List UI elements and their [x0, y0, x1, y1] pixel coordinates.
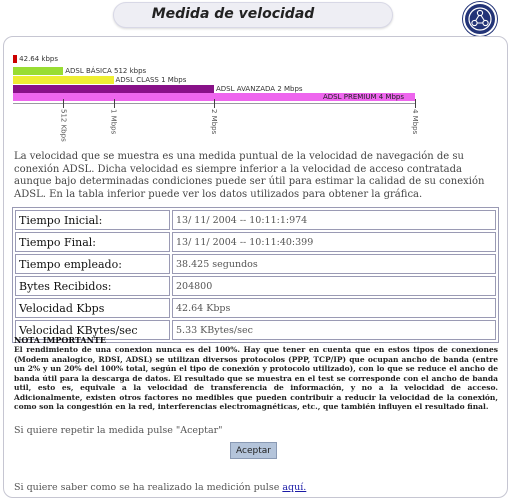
row-label: Velocidad Kbps: [15, 298, 170, 318]
network-globe-logo-icon: [463, 2, 497, 36]
speed-bar: [13, 55, 17, 63]
description-text: La velocidad que se muestra es una medida puntual de la velocidad de navegación de su conexión ADSL. Dicha velocidad es siempre inferior a la velocidad de acceso contratada aunque bajo determinadas condiciones puede ser útil para estimar la calidad de su conexión ADSL. En la tabla inferior puede ver los datos utilizados para obtener la gráfica.: [14, 151, 485, 200]
axis-tick-label: 1 Mbps: [109, 109, 118, 135]
axis-tick: [415, 99, 416, 108]
axis-tick-label: 2 Mbps: [210, 109, 218, 135]
note-text: El rendimiento de una conexion nunca es del 100%. Hay que tener en cuenta que en estos tipos de conexiones (Modem analogico, RDSI, ADSL) se utilizan diversos protocolos (PPP, TCP/IP) que ocupan ancho de banda (entre un 2% y un 20% del 100% total, según el tipo de conexión y protocolo utilizado), con lo que se reduce el ancho de banda útil para la descarga de datos. El resultado que se muestra en el test se corresponde con el ancho de banda util, esto es, equivale a la velocidad de transferencia de información, y no a la velocidad de acceso. Adicionalmente, existen otros factores no medibles que pueden contribuir a reducir la velocidad de la conexión, como son la congestión en la red, interferencias electromagnéticas, etc., que también influyen el resultado final.: [14, 345, 498, 411]
repeat-instruction: Si quiere repetir la medida pulse "Aceptar": [14, 425, 223, 436]
speed-bar: [13, 85, 214, 93]
results-table: [12, 207, 499, 343]
note-title: NOTA IMPORTANTE: [14, 335, 106, 345]
accept-button[interactable]: Aceptar: [230, 442, 277, 459]
axis-tick: [214, 99, 215, 108]
table-row: [15, 276, 496, 296]
row-value: 5.33 KBytes/sec: [172, 320, 496, 340]
speed-bar: [13, 67, 63, 75]
row-value: 13/ 11/ 2004 -- 10:11:1:974: [172, 210, 496, 230]
speed-bar-label: ADSL CLASS 1 Mbps: [115, 76, 187, 84]
row-label: Tiempo Final:: [15, 232, 170, 252]
row-value: 38.425 segundos: [172, 254, 496, 274]
how-measured-link[interactable]: aquí.: [282, 482, 307, 493]
speed-bar-label: ADSL BÁSICA 512 kbps: [65, 67, 147, 75]
axis-tick-label: 4 Mbps: [411, 109, 419, 135]
page-header: [113, 2, 393, 28]
how-measured-label: Si quiere saber como se ha realizado la medición pulse: [14, 482, 280, 493]
row-label: Bytes Recibidos:: [15, 276, 170, 296]
table-row: [15, 232, 496, 252]
table-row: [15, 254, 496, 274]
axis-tick: [63, 99, 64, 108]
table-row: [15, 210, 496, 230]
row-value: 204800: [172, 276, 496, 296]
row-value: 42.64 Kbps: [172, 298, 496, 318]
speed-bar-label: 42.64 kbps: [19, 55, 59, 63]
speed-chart: [13, 55, 433, 140]
speed-bar-label: ADSL PREMIUM 4 Mbps: [323, 93, 404, 101]
speed-bar: [13, 76, 114, 84]
table-row: [15, 298, 496, 318]
row-label: Tiempo Inicial:: [15, 210, 170, 230]
row-label: Tiempo empleado:: [15, 254, 170, 274]
how-measured-text: [14, 482, 306, 493]
row-value: 13/ 11/ 2004 -- 10:11:40:399: [172, 232, 496, 252]
axis-tick-label: 512 Kbps: [59, 109, 68, 142]
speed-bar-label: ADSL AVANZADA 2 Mbps: [216, 85, 303, 93]
page-title: Medida de velocidad: [151, 6, 315, 22]
axis-tick: [114, 99, 115, 108]
row-label: Velocidad KBytes/sec: [15, 320, 170, 340]
